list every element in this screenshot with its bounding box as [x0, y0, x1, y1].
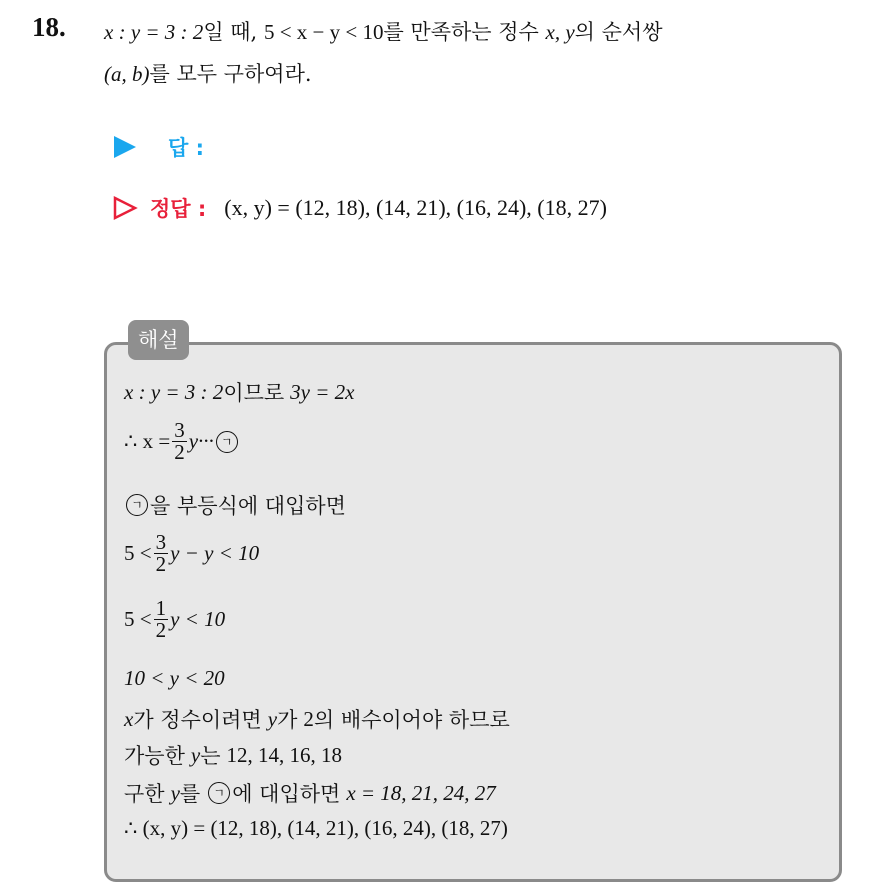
- solution-tab: 해설: [128, 320, 189, 360]
- sol-text: 의 배수이어야 하므로: [313, 708, 510, 732]
- circled-giyeok-icon: ㄱ: [208, 782, 230, 804]
- fraction-numerator: 1: [155, 596, 167, 620]
- question-text-3: 의 순서쌍: [574, 20, 663, 44]
- question-text-4: 를 모두 구하여라.: [149, 62, 312, 86]
- circled-giyeok-icon: ㄱ: [126, 494, 148, 516]
- solution-line-3: [124, 490, 346, 520]
- question-vars: x, y: [545, 20, 575, 44]
- sol-ratio: x : y = 3 : 2: [124, 379, 224, 404]
- fraction: [154, 532, 169, 575]
- fraction: [172, 420, 187, 463]
- sol-number: 2: [303, 706, 314, 731]
- sol-var: y: [267, 706, 278, 731]
- fraction-denominator: 2: [155, 552, 167, 576]
- sol-math: x = 18, 21, 24, 27: [346, 780, 496, 805]
- sol-var: y: [190, 742, 201, 767]
- sol-prefix: ∴ x =: [124, 429, 171, 453]
- answer-label: 답 :: [168, 136, 204, 160]
- question-line-1: [104, 16, 663, 46]
- sol-var: y: [170, 780, 180, 805]
- sol-prefix: 5 <: [124, 541, 152, 565]
- sol-inequality: 10 < y < 20: [124, 666, 225, 690]
- question-number: 18.: [32, 12, 66, 42]
- solution-line-6: [124, 666, 225, 691]
- sol-text: 가 정수이려면: [133, 708, 262, 732]
- question-inequality: 5 < x − y < 10: [263, 20, 384, 44]
- solution-line-7: [124, 704, 510, 734]
- sol-text: 구한: [124, 782, 165, 806]
- outline-triangle-icon: [112, 195, 138, 221]
- sol-equation: 3y = 2x: [290, 379, 355, 404]
- question-pair: (a, b): [104, 62, 150, 86]
- sol-final-answer: ∴ (x, y) = (12, 18), (14, 21), (16, 24), (18, 27): [124, 816, 508, 840]
- solution-line-10: [124, 816, 508, 841]
- sol-text: 를: [179, 782, 201, 806]
- sol-suffix: y···: [188, 429, 214, 453]
- sol-var: x: [124, 706, 134, 731]
- solution-line-2: [124, 420, 240, 463]
- sol-text: 이므로: [223, 381, 285, 405]
- fraction-denominator: 2: [155, 618, 167, 642]
- solution-line-4: [124, 532, 259, 575]
- question-ratio: x : y = 3 : 2: [104, 20, 204, 44]
- sol-text: 을 부등식에 대입하면: [150, 494, 346, 518]
- sol-text: 에 대입하면: [232, 782, 341, 806]
- question-text-1: 일 때,: [203, 20, 258, 44]
- correct-answer-value: (x, y) = (12, 18), (14, 21), (16, 24), (18, 27): [224, 195, 607, 220]
- sol-text: 가능한: [124, 744, 185, 768]
- sol-prefix: 5 <: [124, 607, 152, 631]
- solution-line-5: [124, 598, 225, 641]
- sol-suffix: y < 10: [170, 607, 226, 631]
- solution-line-1: [124, 377, 354, 407]
- fraction-denominator: 2: [174, 440, 185, 464]
- solution-line-9: [124, 778, 496, 808]
- answer-row: [112, 132, 204, 162]
- circled-giyeok-icon: ㄱ: [216, 431, 238, 453]
- fraction: [154, 598, 169, 641]
- correct-answer-row: [112, 193, 607, 223]
- correct-answer-label: 정답 :: [150, 197, 207, 221]
- fraction-numerator: 3: [174, 418, 185, 442]
- play-icon: [112, 134, 138, 160]
- sol-text: 는: [200, 744, 221, 768]
- sol-text: 가: [277, 708, 298, 732]
- question-line-2: [104, 58, 312, 88]
- question-text-2: 를 만족하는 정수: [383, 20, 539, 44]
- sol-suffix: y − y < 10: [170, 541, 260, 565]
- fraction-numerator: 3: [155, 530, 167, 554]
- sol-values: 12, 14, 16, 18: [226, 742, 342, 767]
- solution-line-8: [124, 740, 342, 770]
